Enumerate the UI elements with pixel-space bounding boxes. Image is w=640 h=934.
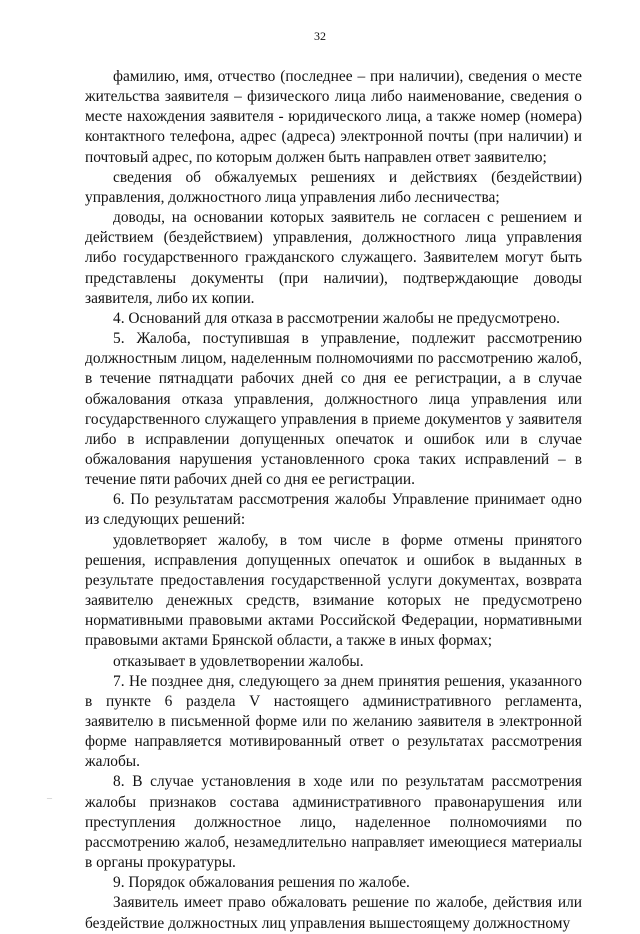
paragraph-appealed-decisions: сведения об обжалуемых решениях и действиях (бездействии) управления, должностного лица управления либо лесничества; <box>85 168 582 206</box>
paragraph-right-to-appeal: Заявитель имеет право обжаловать решение по жалобе, действия или бездействие должностных лиц управления вышестоящему должностному <box>85 894 582 932</box>
paragraph-item-4: 4. Оснований для отказа в рассмотрении жалобы не предусмотрено. <box>113 309 561 327</box>
paragraph-item-7: 7. Не позднее дня, следующего за днем принятия решения, указанного в пункте 6 раздела V настоящего административного регламента, заявителю в письменной форме или по желанию заявителя в электронной форме направляется мотивированный ответ о результатах рассмотрения жалобы. <box>85 672 582 771</box>
paragraph-refuses-complaint: отказывает в удовлетворении жалобы. <box>113 652 364 670</box>
page-number: 32 <box>314 29 326 43</box>
paragraph-item-9: 9. Порядок обжалования решения по жалобе. <box>113 874 410 892</box>
paragraph-item-8: 8. В случае установления в ходе или по результатам рассмотрения жалобы признаков состава административного правонарушения или преступления должностное лицо, наделенное полномочиями по рассмотрению жалоб, незамедлительно направляет имеющиеся материалы в органы прокуратуры. <box>85 773 582 872</box>
paragraph-applicant-details: фамилию, имя, отчество (последнее – при наличии), сведения о месте жительства заявителя – физического лица либо наименование, сведения о месте нахождения заявителя - юридического лица, а также номер (номера) контактного телефона, адрес (адреса) электронной почты (при наличии) и почтовый адрес, по которым должен быть направлен ответ заявителю; <box>85 68 582 166</box>
paragraph-item-5: 5. Жалоба, поступившая в управление, подлежит рассмотрению должностным лицом, наделенным полномочиями по рассмотрению жалоб, в течение пятнадцати рабочих дней со дня ее регистрации, а в случае обжалования отказа управления, должностного лица управления или государственного служащего управления в приеме документов у заявителя либо в исправлении допущенных опечаток и ошибок или в случае обжалования нарушения установленного срока таких исправлений – в течение пяти рабочих дней со дня ее регистрации. <box>85 330 582 489</box>
margin-mark: – <box>47 793 52 804</box>
document-body <box>85 67 582 934</box>
paragraph-item-6: 6. По результатам рассмотрения жалобы Управление принимает одно из следующих решений: <box>85 491 582 529</box>
paragraph-satisfies-complaint: удовлетворяет жалобу, в том числе в форме отмены принятого решения, исправления допущенных опечаток и ошибок в выданных в результате предоставления государственной услуги документах, возврата заявителю денежных средств, взимание которых не предусмотрено нормативными правовыми актами Российской Федерации, нормативными правовыми актами Брянской области, а также в иных формах; <box>85 531 582 650</box>
paragraph-arguments: доводы, на основании которых заявитель не согласен с решением и действием (бездействием) управления, должностного лица управления либо государственного гражданского служащего. Заявителем могут быть представлены документы (при наличии), подтверждающие доводы заявителя, либо их копии. <box>85 209 582 307</box>
